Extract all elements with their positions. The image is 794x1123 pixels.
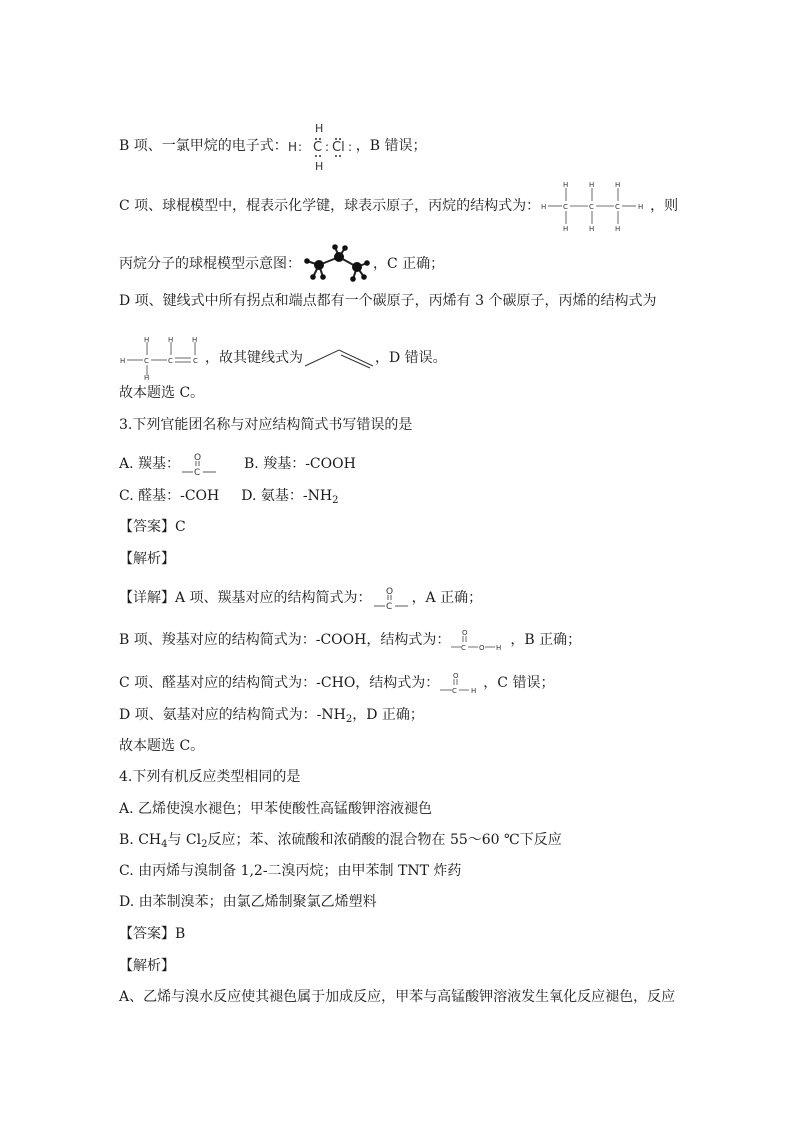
conclusion: 故本题选 C。 [119,385,205,401]
text: ，C 错误； [483,675,555,691]
dots: : [324,140,329,154]
atom-c: C [312,140,322,155]
option-c: C. 醛基：-COH [119,488,220,504]
aldehyde-figure [439,670,483,696]
detail-d [119,706,424,729]
text: ，D 错误。 [375,350,447,366]
option-b: B. 羧基：-COOH [244,456,356,472]
propane-structure-figure [540,180,650,232]
subscript: 2 [332,495,339,506]
question-3: 3.下列官能团名称与对应结构简式书写错误的是 [119,417,413,433]
line-d-2 [119,336,447,380]
atom-c: C [563,203,569,211]
atom-h: H [471,687,477,695]
text: 【详解】A 项、羰基对应的结构简式为： [119,590,372,606]
text: ，D 正确； [352,707,424,723]
atom-h: H [589,181,595,189]
detail-c [119,670,554,696]
analysis-4-text: A、乙烯与溴水反应使其褪色属于加成反应，甲苯与高锰酸钾溶液发生氧化反应褪色，反应 [119,989,676,1005]
detail-a [119,585,482,611]
electron-formula-figure [288,120,356,172]
atom-h: H [168,336,174,344]
atom-h: H [615,225,621,232]
atom-h: H [144,336,150,344]
question-4-option-c: C. 由丙烯与溴制备 1,2-二溴丙烷；由甲苯制 TNT 炸药 [119,863,462,879]
atom-c: C [461,644,467,652]
atom-c: C [615,203,621,211]
option-d: D. 氨基：-NH [241,488,333,504]
atom-h: H [563,225,569,232]
question-4-option-d: D. 由苯制溴苯；由氯乙烯制聚氯乙烯塑料 [119,894,377,910]
line-c-2 [119,243,444,285]
atom-c: C [452,687,458,695]
atom-h-top: H [314,122,324,135]
atom-o: O [453,672,459,680]
atom-c: C [589,203,595,211]
atom-h: H [496,644,502,652]
text: B 项、羧基对应的结构简式为：-COOH，结构式为： [119,632,451,648]
question-3-option-ab [119,451,356,477]
atom-h: H [563,181,569,189]
dots: : [297,140,302,154]
option-a: A. 羰基： [119,456,181,472]
atom-o: O [194,453,202,463]
atom-h-bottom: H [314,160,324,172]
detail-b [119,627,581,653]
atom-c: C [168,357,173,365]
line-d-1 [119,292,656,310]
atom-c: C [385,602,392,611]
ball-and-stick-model-icon [301,243,373,285]
line-b-electron [119,120,427,172]
conclusion: 故本题选 C。 [119,738,205,754]
dots: : [347,140,352,154]
atom-c: C [144,357,149,365]
text: ，则 [650,198,679,214]
subscript: 2 [201,839,208,850]
atom-h: H [615,181,621,189]
text: D 项、氨基对应的结构简式为：-NH [119,707,346,723]
text: ，B 错误； [355,138,427,154]
analysis-3: 【解析】 [119,551,175,567]
atom-h: H [589,225,595,232]
atom-o: O [479,644,485,652]
text: ，故其键线式为 [205,350,303,366]
text: 反应；苯、浓硫酸和浓硝酸的混合物在 55～60 ℃下反应 [207,832,562,848]
answer-3: 【答案】C [119,519,186,535]
analysis-4: 【解析】 [119,958,175,974]
text: B. CH [119,832,162,848]
atom-h: H [638,203,644,211]
subscript: 2 [345,714,353,725]
question-4-option-b [119,831,562,854]
text: C 项、醛基对应的结构简式为：-CHO，结构式为： [119,675,440,691]
text: 与 Cl [167,832,202,848]
question-4-option-a: A. 乙烯使溴水褪色；甲苯使酸性高锰酸钾溶液褪色 [119,801,433,817]
text: ，A 正确； [411,590,483,606]
text: 丙烷分子的球棍模型示意图： [119,256,301,272]
atom-h: H [541,203,547,211]
atom-h: H [144,374,150,380]
answer-4: 【答案】B [119,926,186,942]
text: ，B 正确； [510,632,582,648]
atom-h: H [192,336,198,344]
text: ，C 正确； [373,256,445,272]
atom-o: O [462,629,468,637]
carbonyl-figure [180,451,220,477]
text: B 项、一氯甲烷的电子式： [119,138,288,154]
atom-h-left: H [287,140,297,154]
question-3-option-cd [119,487,338,510]
carboxyl-figure [450,627,510,653]
skeletal-formula-icon [303,346,375,370]
text: D 项、键线式中所有拐点和端点都有一个碳原子，丙烯有 3 个碳原子，丙烯的结构式为 [119,293,657,309]
atom-cl: Cl [331,140,345,155]
subscript: 4 [161,839,168,850]
atom-c: C [193,357,198,365]
atom-h: H [120,357,126,365]
propene-structure-figure [119,336,205,380]
text: C 项、球棍模型中，棍表示化学键，球表示原子，丙烷的结构式为： [119,198,541,214]
atom-c: C [194,468,201,477]
atom-o: O [385,587,393,597]
line-c-1 [119,180,678,232]
question-4: 4.下列有机反应类型相同的是 [119,769,301,785]
carbonyl-figure [372,585,412,611]
